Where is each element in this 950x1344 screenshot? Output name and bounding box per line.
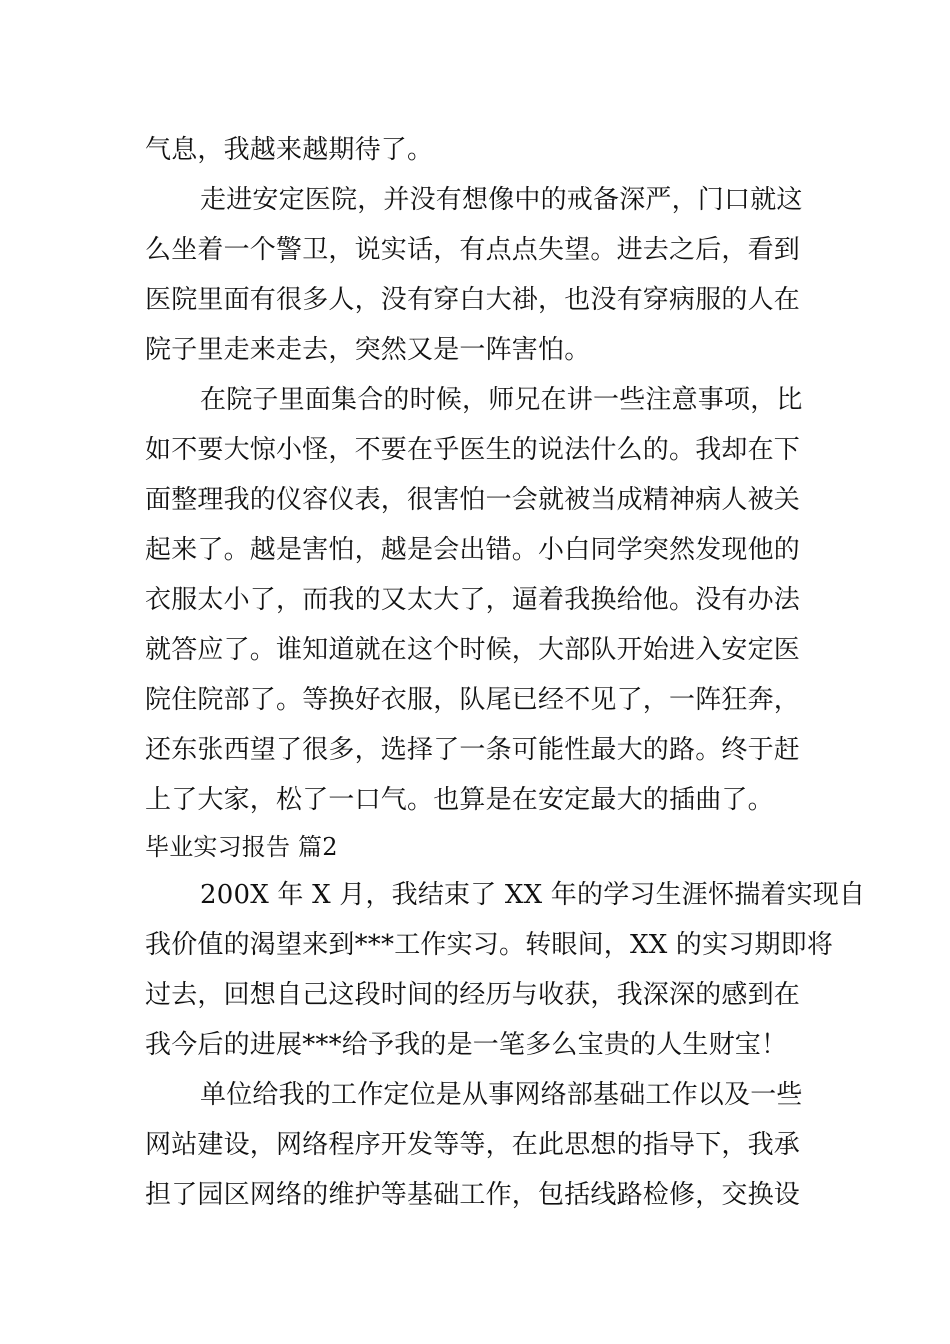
section-heading: 毕业实习报告 篇2 [145, 833, 338, 861]
paragraph-line: 么坐着一个警卫，说实话，有点点失望。进去之后，看到 [145, 235, 801, 265]
paragraph-line: 200X 年 X 月，我结束了 XX 年的学习生涯怀揣着实现自 [200, 880, 866, 910]
paragraph-line: 起来了。越是害怕，越是会出错。小白同学突然发现他的 [145, 535, 801, 565]
paragraph-line: 如不要大惊小怪，不要在乎医生的说法什么的。我却在下 [145, 435, 801, 465]
paragraph-line: 院住院部了。等换好衣服，队尾已经不见了，一阵狂奔， [145, 685, 801, 715]
paragraph-line: 就答应了。谁知道就在这个时候，大部队开始进入安定医 [145, 635, 801, 665]
paragraph-line: 过去，回想自己这段时间的经历与收获，我深深的感到在 [145, 980, 801, 1010]
paragraph-line: 面整理我的仪容仪表，很害怕一会就被当成精神病人被关 [145, 485, 801, 515]
paragraph-line: 气息，我越来越期待了。 [145, 135, 434, 165]
paragraph-line: 我价值的渴望来到***工作实习。转眼间，XX 的实习期即将 [145, 930, 834, 960]
paragraph-line: 走进安定医院，并没有想像中的戒备深严，门口就这 [200, 185, 803, 215]
paragraph-line: 医院里面有很多人，没有穿白大褂，也没有穿病服的人在 [145, 285, 801, 315]
paragraph-line: 网站建设，网络程序开发等等，在此思想的指导下，我承 [145, 1130, 801, 1160]
paragraph-line: 衣服太小了，而我的又太大了，逼着我换给他。没有办法 [145, 585, 801, 615]
paragraph-line: 在院子里面集合的时候，师兄在讲一些注意事项，比 [200, 385, 803, 415]
paragraph-line: 还东张西望了很多，选择了一条可能性最大的路。终于赶 [145, 735, 801, 765]
paragraph-line: 我今后的进展***给予我的是一笔多么宝贵的人生财宝！ [145, 1030, 788, 1060]
paragraph-line: 上了大家，松了一口气。也算是在安定最大的插曲了。 [145, 785, 774, 815]
paragraph-line: 单位给我的工作定位是从事网络部基础工作以及一些 [200, 1080, 803, 1110]
paragraph-line: 担了园区网络的维护等基础工作，包括线路检修，交换设 [145, 1180, 801, 1210]
paragraph-line: 院子里走来走去，突然又是一阵害怕。 [145, 335, 591, 365]
